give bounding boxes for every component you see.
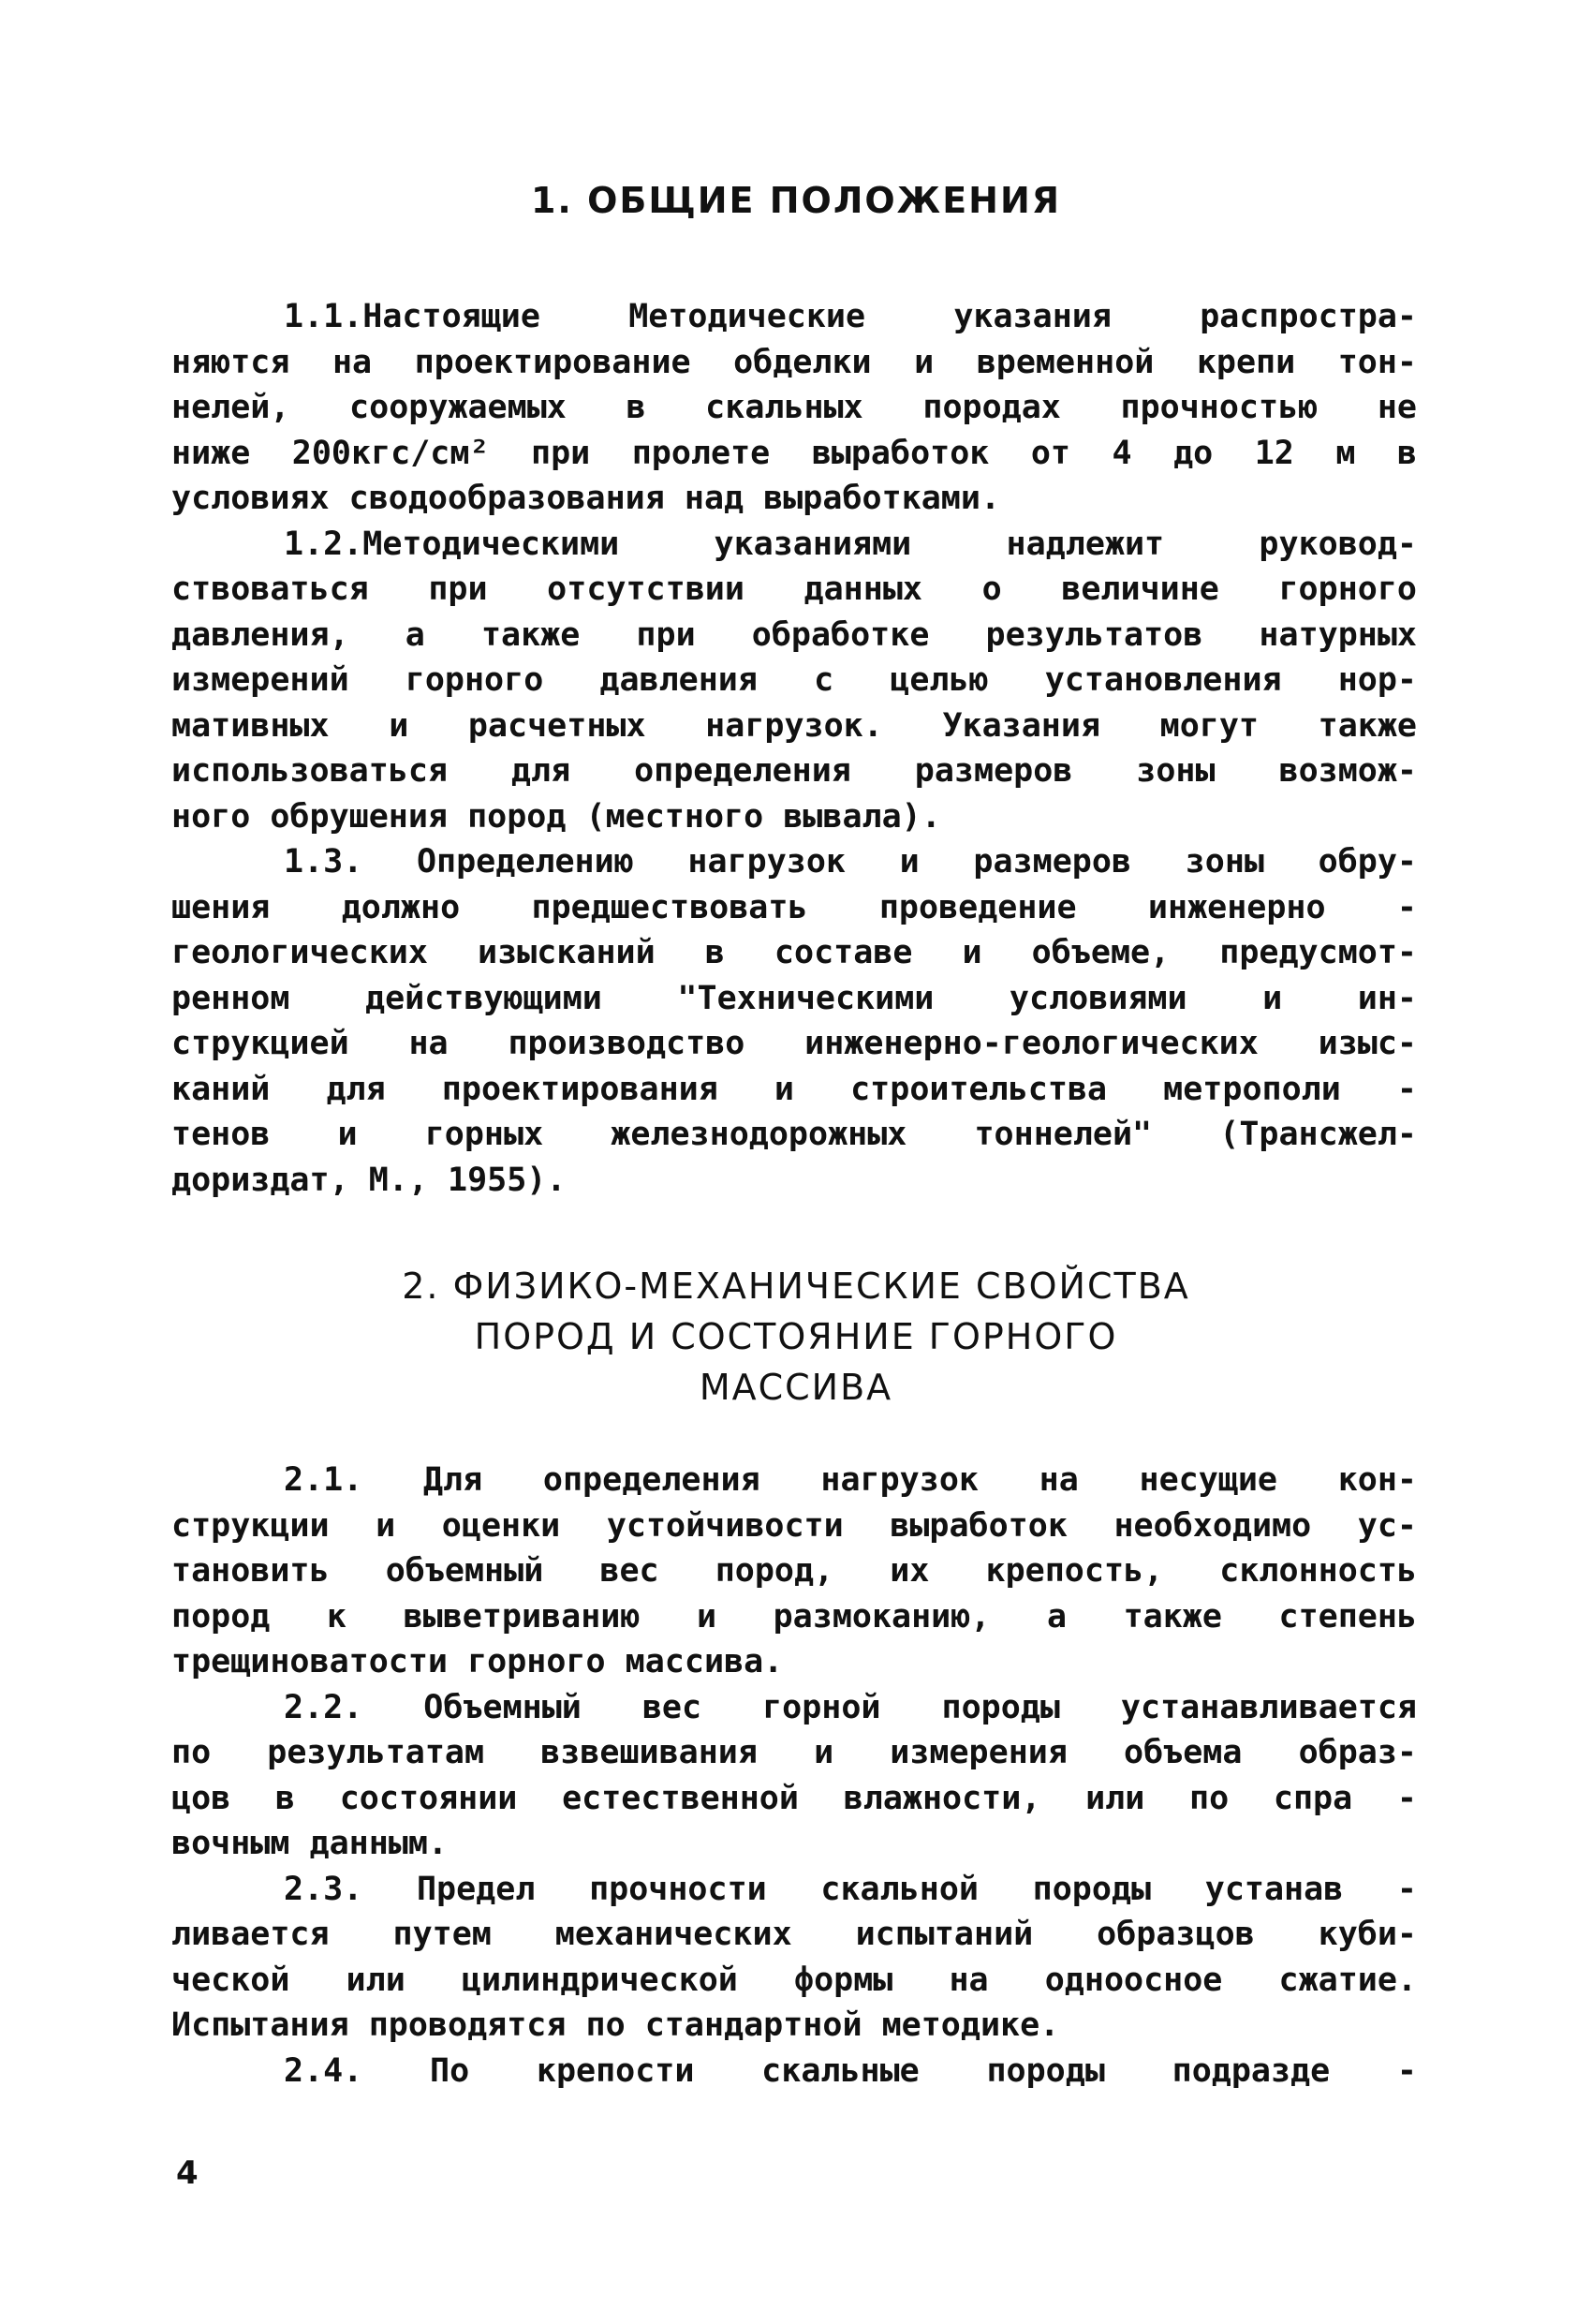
- section-2-title: [0, 1261, 1592, 1413]
- text-line: дориздат, М., 1955).: [171, 1161, 567, 1199]
- text-line: цов в состоянии естественной влажности, или по спра -: [171, 1779, 1417, 1817]
- text-line: ствоваться при отсутствии данных о величине горного: [171, 570, 1417, 608]
- section-1-body: [171, 294, 1417, 1203]
- text-line: 1.1.Настоящие Методические указания распростра-: [284, 298, 1417, 335]
- text-line: 2.1. Для определения нагрузок на несущие кон-: [284, 1461, 1417, 1499]
- text-line: по результатам взвешивания и измерения объема образ-: [171, 1734, 1417, 1771]
- text-line: 2.2. Объемный вес горной породы устанавливается: [284, 1688, 1417, 1726]
- text-line: 2.3. Предел прочности скальной породы устанав -: [284, 1870, 1417, 1908]
- text-line: ниже 200кгс/см² при пролете выработок от 4 до 12 м в: [171, 434, 1417, 472]
- section-1-title: 1. ОБЩИЕ ПОЛОЖЕНИЯ: [530, 180, 1062, 221]
- text-line: использоваться для определения размеров зоны возмож-: [171, 752, 1417, 790]
- text-line: ливается путем механических испытаний образцов куби-: [171, 1916, 1417, 1953]
- page-number: 4: [176, 2154, 199, 2192]
- text-line: тановить объемный вес пород, их крепость, склонность: [171, 1552, 1417, 1590]
- text-line: тенов и горных железнодорожных тоннелей" (Трансжел-: [171, 1116, 1417, 1153]
- text-line: Испытания проводятся по стандартной методике.: [171, 2006, 1060, 2044]
- text-line: ческой или цилиндрической формы на одноосное сжатие.: [171, 1961, 1417, 1999]
- section-2-body: [171, 1458, 1417, 2094]
- text-line: 2.4. По крепости скальные породы подразде -: [284, 2051, 1417, 2090]
- text-line: измерений горного давления с целью установления нор-: [171, 661, 1417, 699]
- text-line: 1.2.Методическими указаниями надлежит руковод-: [284, 525, 1417, 563]
- text-line: мативных и расчетных нагрузок. Указания могут также: [171, 706, 1417, 745]
- text-line: нелей, сооружаемых в скальных породах прочностью не: [171, 389, 1417, 426]
- text-line: струкции и оценки устойчивости выработок необходимо ус-: [171, 1506, 1417, 1545]
- text-line: шения должно предшествовать проведение инженерно -: [171, 888, 1417, 926]
- text-line: каний для проектирования и строительства метрополи -: [171, 1070, 1417, 1108]
- text-line: вочным данным.: [171, 1825, 449, 1862]
- section-2-title-line: ПОРОД И СОСТОЯНИЕ ГОРНОГО: [474, 1316, 1118, 1357]
- text-line: пород к выветриванию и размоканию, а также степень: [171, 1597, 1417, 1636]
- text-line: геологических изысканий в составе и объеме, предусмот-: [171, 934, 1417, 971]
- section-2-title-line: 2. ФИЗИКО-МЕХАНИЧЕСКИЕ СВОЙСТВА: [402, 1266, 1190, 1307]
- text-line: струкцией на производство инженерно-геологических изыс-: [171, 1025, 1417, 1062]
- text-line: ренном действующими "Техническими условиями и ин-: [171, 979, 1417, 1017]
- text-line: условиях сводообразования над выработками.: [171, 480, 1001, 517]
- text-line: трещиноватости горного массива.: [171, 1643, 784, 1680]
- text-line: ного обрушения пород (местного вывала).: [171, 797, 941, 836]
- section-2-title-line: МАССИВА: [699, 1367, 893, 1408]
- text-line: давления, а также при обработке результатов натурных: [171, 615, 1417, 654]
- text-line: няются на проектирование обделки и временной крепи тон-: [171, 343, 1417, 381]
- text-line: 1.3. Определению нагрузок и размеров зоны обру-: [284, 843, 1417, 881]
